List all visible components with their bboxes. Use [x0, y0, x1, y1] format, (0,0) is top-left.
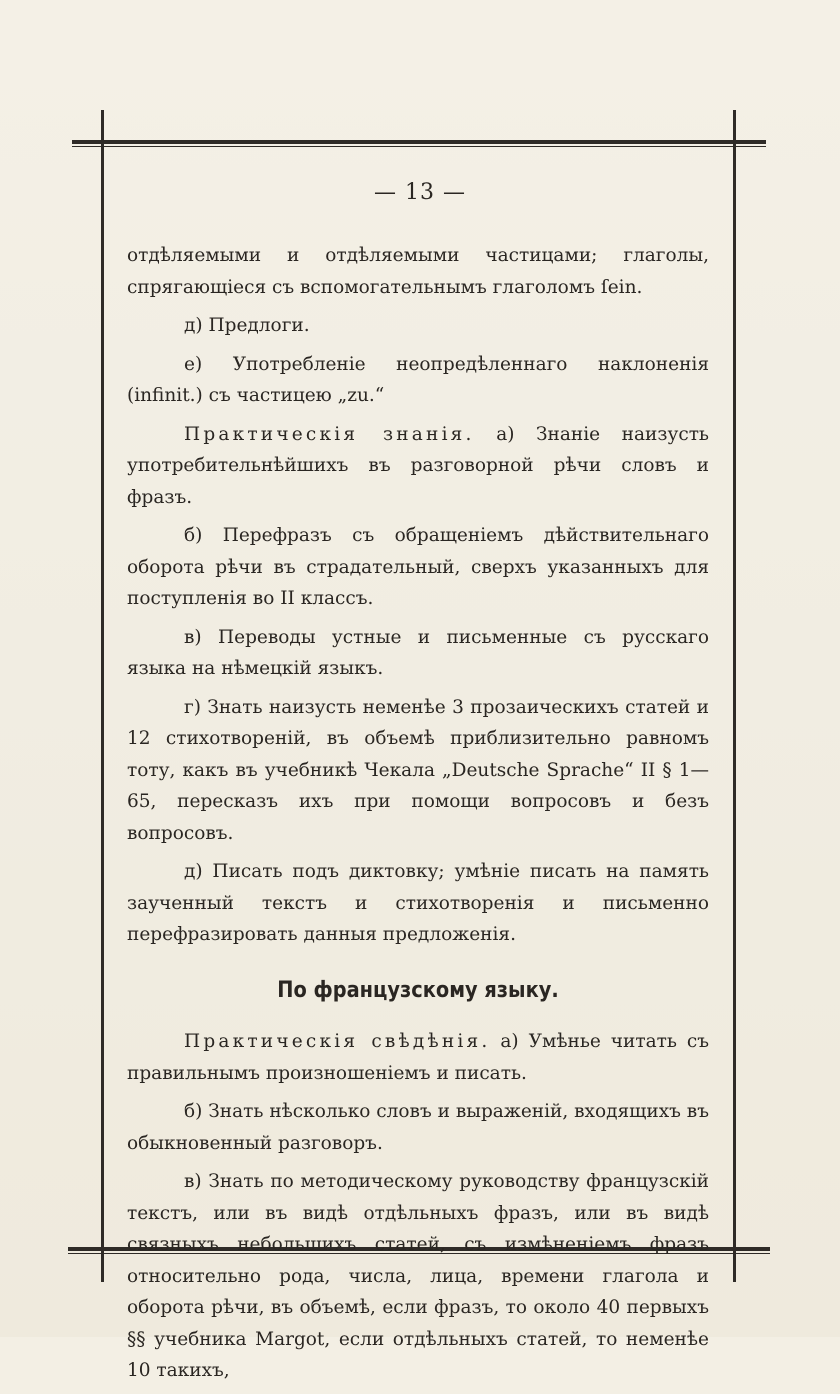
- german-practical-g: г) Знать наизусть неменѣе 3 прозаическихъ статей и 12 стихотвореній, въ объемѣ приблизительно равномъ тоту, какъ въ учебникѣ Чекала „Deutsche Sprache“ II § 1—65, пересказъ ихъ при помощи вопросовъ и безъ вопросовъ.: [127, 696, 709, 844]
- top-rule: [72, 140, 766, 144]
- right-rule: [733, 110, 736, 1282]
- german-item-d: д) Предлоги.: [184, 315, 310, 336]
- german-practical-b: б) Перефразъ съ обращеніемъ дѣйствительнаго оборота рѣчи въ страдательный, сверхъ указанныхъ для поступленія во II классъ.: [127, 525, 709, 609]
- page-body: [127, 240, 709, 1394]
- german-practical-a: [127, 419, 709, 514]
- french-practical-a: [127, 1026, 709, 1089]
- german-practical-d: д) Писать подъ диктовку; умѣніе писать на память заученный текстъ и стихотворенія и письменно перефразировать данныя предложенія.: [127, 861, 709, 945]
- german-practical-label: Практическія знанія.: [184, 423, 475, 445]
- top-rule-thin: [72, 146, 766, 147]
- german-item-continuation: отдѣляемыми и отдѣляемыми частицами; глаголы, спрягающіеся съ вспомогательнымъ глаголомъ ſein.: [127, 245, 709, 298]
- french-practical-v: в) Знать по методическому руководству французскій текстъ, или въ видѣ отдѣльныхъ фразъ, или въ видѣ связныхъ небольшихъ статей, съ измѣненіемъ фразъ относительно рода, числа, лица, времени глагола и оборота рѣчи, въ объемѣ, если фразъ, то около 40 первыхъ §§ учебника Margot, если отдѣльныхъ статей, то неменѣе 10 такихъ,: [127, 1171, 709, 1381]
- page-number: — 13 —: [374, 180, 466, 205]
- french-section-heading: По французскому языку.: [277, 977, 559, 1003]
- german-practical-a-text: а) Знаніе наизусть употребительнѣйшихъ въ разговорной рѣчи словъ и фразъ.: [127, 423, 709, 508]
- french-practical-b: б) Знать нѣсколько словъ и выраженій, входящихъ въ обыкновенный разговоръ.: [127, 1101, 709, 1154]
- french-practical-label: Практическія свѣдѣнія.: [184, 1031, 491, 1052]
- german-item-e: е) Употребленіе неопредѣленнаго наклоненія (infinit.) съ частицею „zu.“: [127, 353, 709, 406]
- left-rule: [101, 110, 104, 1282]
- french-practical-a-text: а) Умѣнье читать съ правильнымъ произношеніемъ и писать.: [127, 1031, 709, 1084]
- german-practical-v: в) Переводы устные и письменные съ русскаго языка на нѣмецкій языкъ.: [127, 626, 709, 679]
